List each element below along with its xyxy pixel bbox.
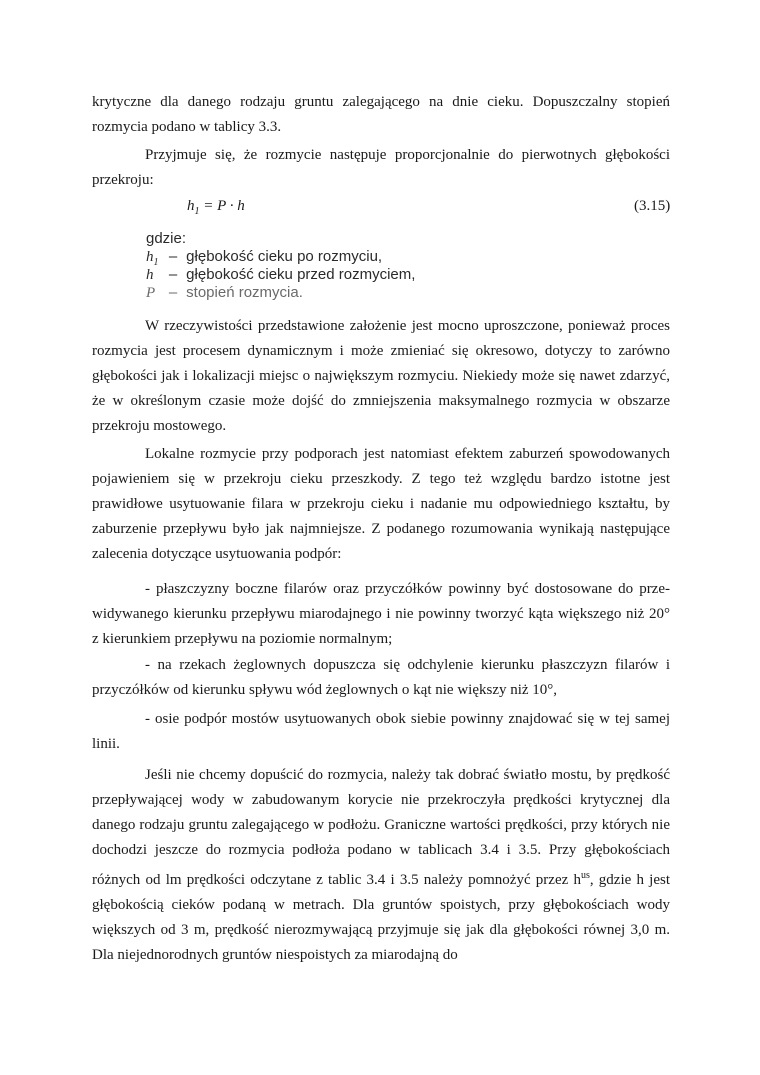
definition-item [146,248,415,266]
definition-symbol: $h_1$ [146,249,159,268]
definition-text: głębokość cieku przed rozmyciem, [186,266,416,283]
bullet-1-text: - płaszczyzny boczne filarów oraz przyczółków powinny być dostosowane do prze-widywanego kierunku przepływu miarodajnego i nie powinny tworzyć kąta większego niż 20° z kierunkiem przepływu na poziomie normalnym; [92,581,670,647]
definitions-block [146,230,415,302]
definitions-intro: gdzie: [146,230,187,247]
definition-text: stopień rozmycia. [186,284,303,301]
definition-symbol: P [146,285,156,301]
paragraph-5-text-b: , gdzie h jest głębokością cieków podaną w metrach. Dla gruntów spoistych, przy głębokościach wody większych od 3 m, prędkość nierozmywającą przyjmuje się jak dla głębokości równej 3,0 m. Dla niejednorodnych gruntów niespoistych za miarodajną do [92,872,670,963]
definition-dash: – [168,284,178,301]
definition-item [146,266,415,284]
paragraph-4-text: Lokalne rozmycie przy podporach jest natomiast efektem zaburzeń spowodowanych pojawieniem się w przekroju cieku przeszkody. Z tego też względu bardzo istotne jest prawidłowe usytuowanie filara w przekroju cieku i nadanie mu odpowiedniego kształtu, by zaburzenie przepływu było jak najmniejsze. Z podanego rozumowania wynikają następujące zalecenia dotyczące usytuowania podpór: [92,446,670,562]
paragraph-1-text: krytyczne dla danego rodzaju gruntu zalegającego na dnie cieku. Dopuszczalny stopień rozmycia podano w tablicy 3.3. [92,94,670,135]
formula-rhs: = P · h [199,198,245,214]
bullet-2-text: - na rzekach żeglownych dopuszcza się odchylenie kierunku płaszczyzn filarów i przyczółków od kierunku spływu wód żeglownych o kąt nie większy niż 10°, [92,657,670,698]
bullet-1 [92,577,670,652]
paragraph-4 [92,442,670,567]
paragraph-5-superscript: us [580,870,590,881]
formula-lhs-sub: 1 [194,206,200,217]
definition-text: głębokość cieku po rozmyciu, [186,248,383,265]
formula-lhs: h [187,198,195,214]
paragraph-3 [92,314,670,439]
definition-dash: – [168,248,178,265]
paragraph-5-text-a: Jeśli nie chcemy dopuścić do rozmycia, należy tak dobrać światło mostu, by prędkość przepływającej wody w zabudowanym korycie nie przekroczyła prędkości krytycznej dla danego rodzaju gruntu zalegającego w podłożu. Graniczne wartości prędkości, przy których nie dochodzi jeszcze do rozmycia podłoża podano w tablicach 3.4 i 3.5. Przy głębokościach różnych od lm prędkości odczytane z tablic 3.4 i 3.5 należy pomnożyć przez h [92,767,670,888]
formula-3-15 [187,198,245,217]
bullet-3-text: - osie podpór mostów usytuowanych obok siebie powinny znajdować się w tej samej linii. [92,711,670,752]
paragraph-2 [92,143,670,193]
bullet-2 [92,653,670,703]
definition-dash: – [168,266,178,283]
definition-symbol: h [146,267,154,283]
paragraph-1 [92,90,670,140]
paragraph-2-text: Przyjmuje się, że rozmycie następuje proporcjonalnie do pierwotnych głębokości przekroju: [92,147,670,188]
formula-number: (3.15) [634,198,671,214]
bullet-3 [92,707,670,757]
definition-item [146,284,415,302]
paragraph-5 [92,763,670,968]
paragraph-3-text: W rzeczywistości przedstawione założenie jest mocno uproszczone, ponieważ proces rozmycia jest procesem dynamicznym i może zmieniać się okresowo, dotyczy to zarówno głębokości jak i lokalizacji miejsc o największym rozmyciu. Niekiedy może się nawet zdarzyć, że w określonym czasie może dojść do zmniejszenia maksymalnego rozmycia w obszarze przekroju mostowego. [92,318,670,434]
